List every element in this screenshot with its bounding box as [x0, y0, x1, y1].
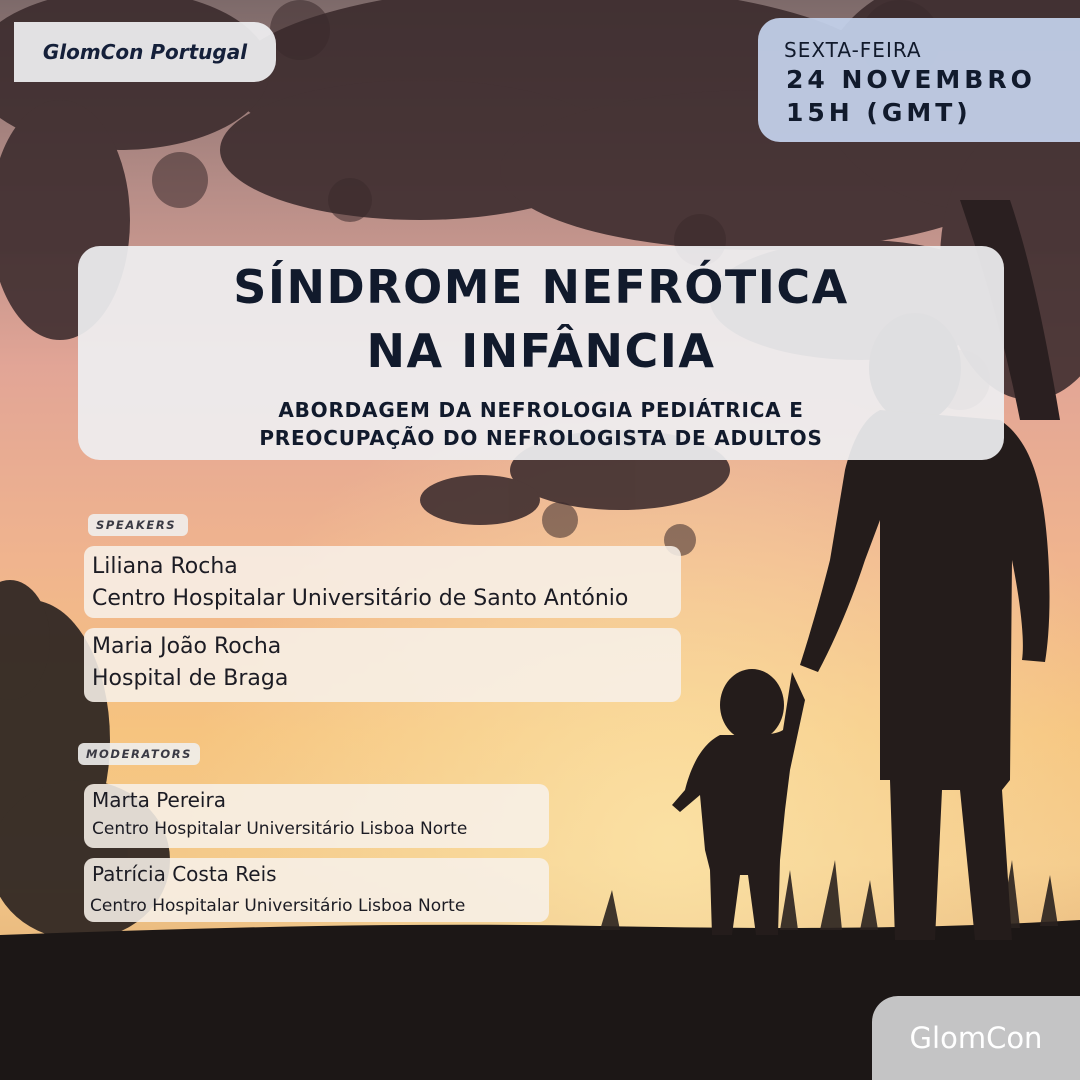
speaker-institution: Centro Hospitalar Universitário de Santo António: [92, 586, 629, 611]
moderator-name: Patrícia Costa Reis: [92, 862, 277, 886]
moderators-label: MODERATORS: [78, 743, 200, 765]
event-weekday: SEXTA-FEIRA: [784, 38, 922, 62]
speaker-card: [84, 628, 681, 702]
event-title-line2: NA INFÂNCIA: [366, 324, 716, 378]
organization-name: GlomCon Portugal: [42, 40, 248, 64]
event-subtitle-line2: PREOCUPAÇÃO DO NEFROLOGISTA DE ADULTOS: [259, 426, 823, 450]
moderator-name: Marta Pereira: [92, 788, 226, 812]
brand-name: GlomCon: [909, 1021, 1043, 1055]
event-title-line1: SÍNDROME NEFRÓTICA: [233, 260, 849, 314]
moderator-institution: Centro Hospitalar Universitário Lisboa Norte: [90, 896, 466, 916]
speakers-label: SPEAKERS: [88, 514, 188, 536]
moderator-card: [84, 784, 549, 848]
moderator-institution: Centro Hospitalar Universitário Lisboa Norte: [92, 819, 468, 839]
speaker-name: Liliana Rocha: [92, 554, 238, 579]
organization-tag: [14, 22, 276, 82]
moderator-card: [84, 858, 549, 922]
date-panel: [758, 18, 1080, 142]
speaker-institution: Hospital de Braga: [92, 666, 289, 691]
event-date: 24 NOVEMBRO: [786, 65, 1036, 94]
event-time: 15H (GMT): [786, 98, 972, 127]
title-panel: [78, 246, 1004, 460]
event-subtitle-line1: ABORDAGEM DA NEFROLOGIA PEDIÁTRICA E: [278, 398, 804, 422]
speaker-card: [84, 546, 681, 618]
speaker-name: Maria João Rocha: [92, 634, 282, 659]
brand-logo: [872, 996, 1080, 1080]
